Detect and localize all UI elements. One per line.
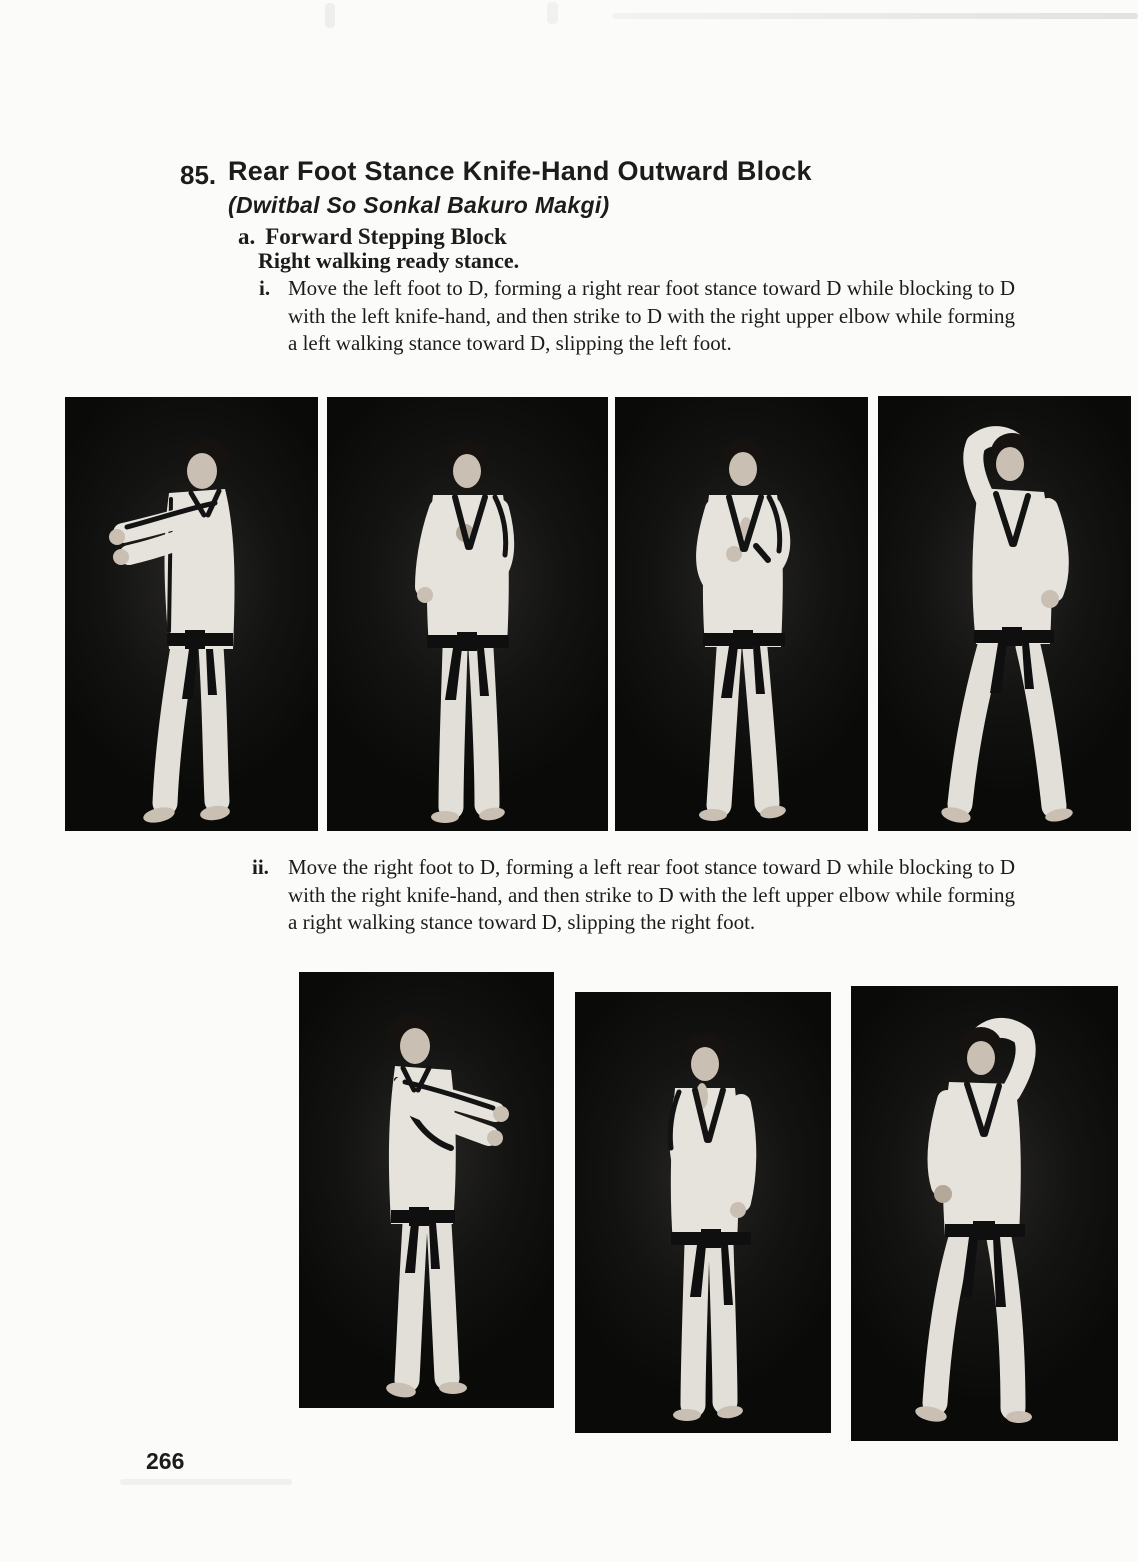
figure-ready-stance-left <box>65 397 318 831</box>
photo-step-ii-3 <box>851 986 1118 1441</box>
photo-step-i-1 <box>65 397 318 831</box>
subsection-heading <box>238 224 507 250</box>
stance-instruction: Right walking ready stance. <box>258 248 520 273</box>
scan-streak-top <box>612 13 1138 19</box>
figure-upper-elbow-strike-mirrored <box>851 986 1118 1441</box>
subsection-title: Forward Stepping Block <box>265 224 507 249</box>
photo-step-i-3 <box>615 397 868 831</box>
photo-step-i-4 <box>878 396 1131 831</box>
step-i-text: Move the left foot to D, forming a right rear foot stance toward D while blocking to D with the left knife-hand, and then strike to D with the right upper elbow while forming a left walking stance toward D, slipping the left foot. <box>288 276 1015 355</box>
section-number: 85. <box>180 160 217 190</box>
figure-fist-raised <box>327 397 608 831</box>
figure-knife-hand-raised <box>575 992 831 1433</box>
figure-upper-elbow-strike <box>878 396 1131 831</box>
step-ii-label: ii. <box>252 855 269 879</box>
step-ii-text: Move the right foot to D, forming a left rear foot stance toward D while blocking to D with the right knife-hand, and then strike to D with the left upper elbow while forming a right walking stance toward D, slipping the right foot. <box>288 855 1015 934</box>
scan-smudge <box>547 2 558 24</box>
photo-step-ii-2 <box>575 992 831 1433</box>
figure-ready-stance-right <box>299 972 554 1408</box>
page-number: 266 <box>146 1448 185 1474</box>
scan-smudge <box>325 3 335 28</box>
subsection-label: a. <box>238 224 256 249</box>
figure-knife-hand-block <box>615 397 868 831</box>
photo-step-ii-1 <box>299 972 554 1408</box>
section-title: Rear Foot Stance Knife-Hand Outward Block <box>228 156 812 186</box>
step-i-label: i. <box>259 276 271 300</box>
section-title-romanized: (Dwitbal So Sonkal Bakuro Makgi) <box>228 192 610 218</box>
photo-step-i-2 <box>327 397 608 831</box>
scan-smudge <box>120 1479 292 1485</box>
